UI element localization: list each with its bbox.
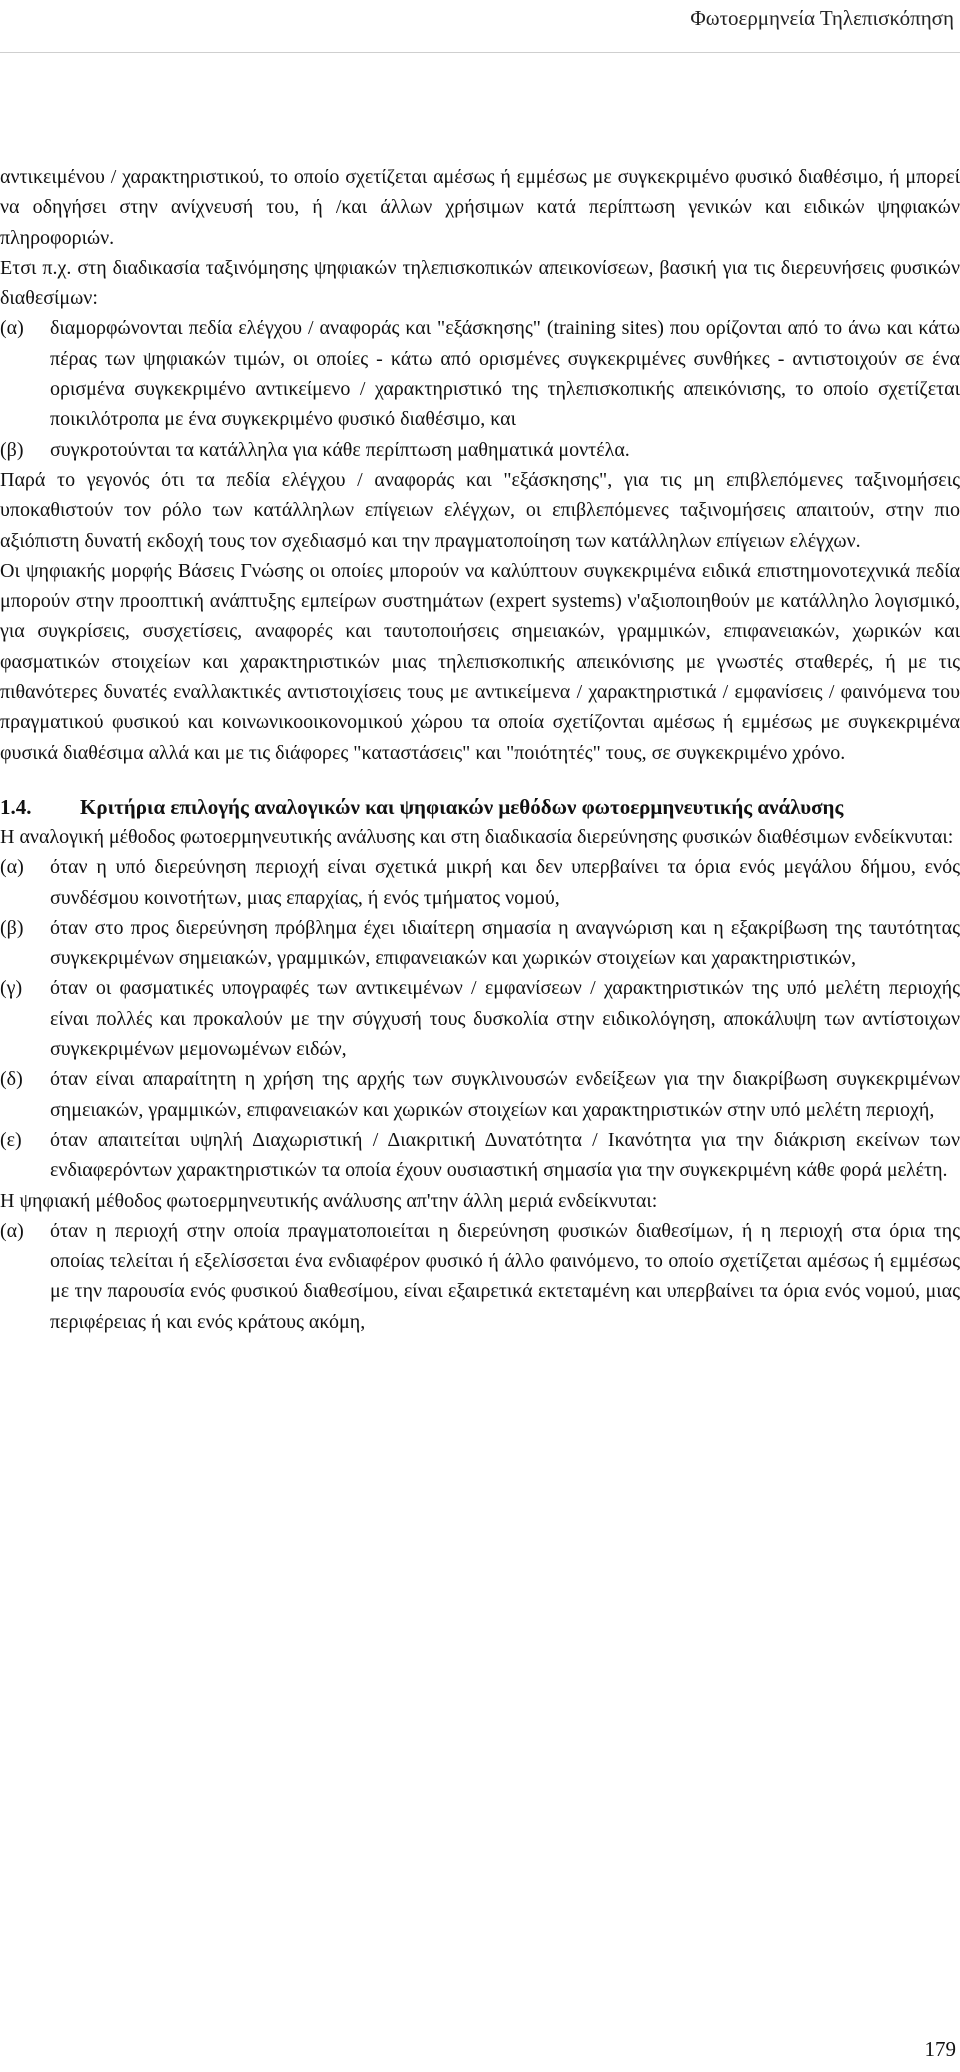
section-heading [0,792,960,822]
list-item-text: όταν απαιτείται υψηλή Διαχωριστική / Διακριτική Δυνατότητα / Ικανότητα για την διάκριση εκείνων των ενδιαφερόντων χαρακτηριστικών τα οποία έχουν ουσιαστική σημασία για την συγκεκριμένη κάθε φορά μελέτη. [50,1128,960,1182]
list-item-text: όταν είναι απαραίτητη η χρήση της αρχής των συγκλινουσών ενδείξεων για την διακρίβωση συγκεκριμένων σημειακών, γραμμικών, επιφανειακών και χωρικών στοιχείων και χαρακτηριστικών στην υπό μελέτη περιοχή, [50,1068,960,1121]
list-item-text: όταν η υπό διερεύνηση περιοχή είναι σχετικά μικρή και δεν υπερβαίνει τα όρια ενός μεγάλου δήμου, ενός συνδέσμου κοινοτήτων, μιας επαρχίας, ή ενός τμήματος νομού, [50,856,960,909]
list-item [0,1216,960,1337]
list-item-text: συγκροτούνται τα κατάλληλα για κάθε περίπτωση μαθηματικά μοντέλα. [50,438,630,461]
section-number: 1.4. [0,794,32,819]
page-body [0,162,960,1337]
analog-method-intro: Η αναλογική μέθοδος φωτοερμηνευτικής ανάλυσης και στη διαδικασία διερεύνησης φυσικών διαθέσιμων ενδείκνυται: [0,825,954,848]
list-item-label: (ε) [0,1128,22,1151]
list-item-label: (δ) [0,1068,23,1091]
list-item-label: (γ) [0,977,23,1000]
running-header: Φωτοερμηνεία Τηλεπισκόπηση [690,6,954,30]
list-item-label: (α) [0,1219,24,1242]
list-item-label: (β) [0,916,24,939]
list-item-label: (α) [0,317,24,340]
list-item [0,1125,960,1186]
list-item [0,852,960,913]
list-item-label: (α) [0,856,24,879]
list-item [0,435,960,465]
control-fields-paragraph: Παρά το γεγονός ότι τα πεδία ελέγχου / αναφοράς και "εξάσκησης", για τις μη επιβλεπόμενες ταξινομήσεις υποκαθιστούν τον ρόλο των κατάλληλων επίγειων ελέγχων, οι επιβλεπόμενες ταξινομήσεις απαιτούν, στην πιο αξιόπιστη δυνατή εκδοχή τους τον σχεδιασμό και την πραγματοποίηση των κατάλληλων επίγειων ελέγχων. [0,468,960,552]
digital-method-intro: Η ψηφιακή μέθοδος φωτοερμηνευτικής ανάλυσης απ'την άλλη μεριά ενδείκνυται: [0,1189,658,1212]
list-item [0,973,960,1064]
list-item-text: όταν στο προς διερεύνηση πρόβλημα έχει ιδιαίτερη σημασία η αναγνώριση και η εξακρίβωση της ταυτότητας συγκεκριμένων σημειακών, γραμμικών, επιφανειακών και χωρικών στοιχείων και χαρακτηριστικών, [50,916,960,970]
list-item-text: όταν οι φασματικές υπογραφές των αντικειμένων / εμφανίσεων / χαρακτηριστικών της υπό μελέτη περιοχής είναι πολλές και προκαλούν με την σύγχυσή τους δυσκολία στην ειδικολόγηση, αποκάλυψη των αντίστοιχων συγκεκριμένων μεμονωμένων ειδών, [50,977,960,1061]
list-item [0,913,960,974]
section-title: Κριτήρια επιλογής αναλογικών και ψηφιακών μεθόδων φωτοερμηνευτικής ανάλυσης [80,794,844,819]
header-divider [0,52,960,53]
list-item-text: όταν η περιοχή στην οποία πραγματοποιείται η διερεύνηση φυσικών διαθεσίμων, ή η περιοχή στα όρια της οποίας τελείται ή εξελίσσεται ένα ενδιαφέρον φυσικό ή άλλο φαινόμενο, το οποίο σχετίζεται αμέσως ή εμμέσως με την παρουσία ενός φυσικού διαθεσίμου, είναι εξαιρετικά εκτεταμένη και υπερβαίνει τα όρια ενός νομού, μιας περιφέρειας ή και ενός κράτους ακόμη, [50,1219,960,1333]
list-item-label: (β) [0,438,24,461]
list-item [0,313,960,434]
page-number: 179 [924,2037,956,2061]
intro-example-paragraph: Ετσι π.χ. στη διαδικασία ταξινόμησης ψηφιακών τηλεπισκοπικών απεικονίσεων, βασική για τις διερευνήσεις φυσικών διαθεσίμων: [0,256,960,310]
knowledge-bases-paragraph: Οι ψηφιακής μορφής Βάσεις Γνώσης οι οποίες μπορούν να καλύπτουν συγκεκριμένα ειδικά επιστημονοτεχνικά πεδία μπορούν στην προοπτική ανάπτυξης εμπείρων συστημάτων (expert systems) ν'αξιοποιηθούν με κατάλληλο λογισμικό, για συγκρίσεις, συσχετίσεις, αναφορές και ταυτοποιήσεις σημειακών, γραμμικών, επιφανειακών, χωρικών και φασματικών στοιχείων και χαρακτηριστικών μιας τηλεπισκοπικής απεικόνισης με γνωστές σταθερές, ή με τις πιθανότερες δυνατές εναλλακτικές αντιστοιχίσεις τους με αντικείμενα / χαρακτηριστικά / εμφανίσεις / φαινόμενα του πραγματικού φυσικού και κοινωνικοοικονομικού χώρου τα οποία σχετίζονται αμέσως ή εμμέσως με συγκεκριμένα φυσικά διαθέσιμα αλλά και με τις διάφορες "καταστάσεις" και "ποιότητές" τους, σε συγκεκριμένο χρόνο. [0,559,960,764]
intro-continuation-paragraph: αντικειμένου / χαρακτηριστικού, το οποίο σχετίζεται αμέσως ή εμμέσως με συγκεκριμένο φυσικό διαθέσιμο, ή μπορεί να οδηγήσει στην ανίχνευσή του, ή /και άλλων χρήσιμων κατά περίπτωση γενικών και ειδικών ψηφιακών πληροφοριών. [0,166,960,249]
list-item-text: διαμορφώνονται πεδία ελέγχου / αναφοράς και "εξάσκησης" (training sites) που ορίζονται από το άνω και κάτω πέρας των ψηφιακών τιμών, οι οποίες - κάτω από ορισμένες συγκεκριμένες συνθήκες - αντιστοιχούν σε ένα ορισμένα συγκεκριμένο αντικείμενο / χαρακτηριστικό της τηλεπισκοπικής απεικόνισης, το οποίο σχετίζεται ποικιλότροπα με ένα συγκεκριμένο φυσικό διαθέσιμο, και [50,317,960,431]
list-item [0,1064,960,1125]
